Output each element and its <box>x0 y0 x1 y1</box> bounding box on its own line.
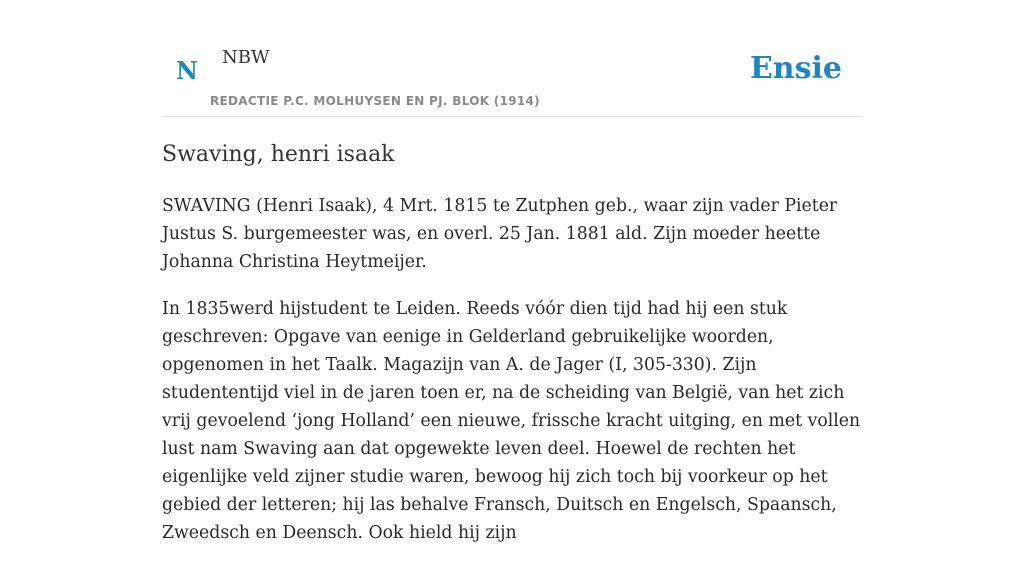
source-name[interactable]: NBW <box>222 47 270 68</box>
article-paragraph: In 1835werd hijstudent te Leiden. Reeds vóór dien tijd had hij een stuk geschreven: Opgave van eenige in Gelderland gebruikelijke woorden, opgenomen in het Taalk. Magazijn van A. de Jager (I, 305-330). Zijn studententijd viel in de jaren toen er, na de scheiding van België, van het zich vrij gevoelend ‘jong Holland’ een nieuwe, frissche kracht uitging, en met vollen lust nam Swaving aan dat opgewekte leven deel. Hoewel de rechten het eigenlijke veld zijner studie waren, bewoog hij zich toch bij voorkeur op het gebied der letteren; hij las behalve Fransch, Duitsch en Engelsch, Spaansch, Zweedsch en Deensch. Ook hield hij zijn <box>162 299 861 543</box>
source-logo[interactable]: N <box>176 56 198 85</box>
article-paragraph: SWAVING (Henri Isaak), 4 Mrt. 1815 te Zutphen geb., waar zijn vader Pieter Justus S. burgemeester was, en overl. 25 Jan. 1881 ald. Zijn moeder heette Johanna Christina Heytmeijer. <box>162 196 838 272</box>
source-subtitle: REDACTIE P.C. MOLHUYSEN EN PJ. BLOK (1914) <box>210 94 540 108</box>
article-body <box>162 192 862 566</box>
article-title: Swaving, henri isaak <box>162 142 395 167</box>
brand-logo-link[interactable]: Ensie <box>749 51 842 86</box>
site-header <box>162 0 862 117</box>
